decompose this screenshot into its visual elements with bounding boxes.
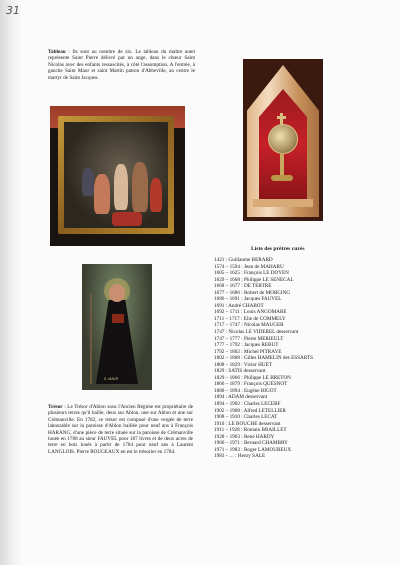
- tableau-paragraph: [48, 49, 195, 81]
- priest-list-item: 1717 – 1747 : Nicolas MAUGER: [214, 322, 284, 329]
- priest-list-item: 1677 – 1686 : Robert de MORCING: [214, 289, 291, 296]
- figure-red-cloak: [150, 178, 162, 212]
- priest-list-item: 1808 – 1829 : Victor HUET: [214, 361, 272, 368]
- priest-list-item: 1629 – 1668 : Philippe LE SENECAL: [214, 276, 294, 283]
- priest-list-item: 1802 – 1808 : Gilles HAMELIN des ESSARTS: [214, 355, 313, 362]
- priest-list-item: 1894 – 1902 : Charles LECERF: [214, 401, 281, 408]
- binding-edge-shadow: [0, 0, 22, 565]
- saint-maur-painting: [82, 264, 152, 390]
- tresor-text: : Le Trésor d'Ablon sous l'Ancien Régime est propriétaire de plusieurs terres qu'il baille, deux sur Ablon, une sur Ablon et une sur Crémanville. En 1782, ce trésor est composé d'une vergée de terre labourable sur la paroisse d'Ablon baillée pour neuf ans à François HARANG, d'une pièce de terre située sur la paroisse de Crémanville louée en 1788 au sieur FAUVEL pour 187 livres et de deux acres de terre en bois loués à partir de 1784 pour neuf ans à Laurent LANGLOIS. Pierre ROUGEAUX en est le trésorier en 1784.: [48, 404, 193, 455]
- figure-soldier: [82, 168, 94, 196]
- priest-list-item: 1829 – 1866 : Philippe LE BRETON: [214, 374, 291, 381]
- priest-list-item: 1880 – 1894 : Eugène BIGOT: [214, 387, 277, 394]
- priest-list-item: 1902 – 1908 : Alfred LETELLIER: [214, 407, 286, 414]
- figure-executioner: [94, 174, 110, 214]
- cross-bar: [277, 116, 286, 119]
- priest-list-item: 1686 – 1691 : Jacques FAUVEL: [214, 296, 282, 303]
- priest-list-item: 1605 – 1625 : François LE DOYEN: [214, 270, 289, 277]
- priest-list-title: Liste des prêtres curés: [251, 246, 305, 252]
- figure-man: [132, 162, 148, 212]
- reliquary-base: [271, 175, 293, 181]
- priest-list-item: 1911 – 1928 : Romain BRAILLET: [214, 427, 287, 434]
- staff: [90, 294, 92, 384]
- priest-list-item: 1971 – 1983 : Roger LAMOUREUX: [214, 446, 292, 453]
- reliquary-photo: [243, 59, 323, 221]
- page-number: 31: [6, 4, 20, 17]
- priest-list-item: 1692 – 1711 : Louis ANGOMARE: [214, 309, 287, 316]
- painting-caption: S. MAVR: [104, 377, 119, 381]
- priest-list-item: 1691 : André CHABOT: [214, 302, 264, 309]
- priest-list-item: 1908 – 1910 : Charles LECAT: [214, 414, 278, 421]
- painting-martyr-photo: [50, 106, 185, 246]
- figure-kneeling: [112, 212, 142, 226]
- priest-list-item: 1668 – 1677 : DE TERTRE: [214, 283, 272, 290]
- reliquary-orb: [268, 124, 298, 154]
- saint-head: [109, 284, 125, 302]
- priest-list-item: 1866 – 1879 : François QUESNOT: [214, 381, 288, 388]
- figure-saint: [114, 164, 128, 210]
- priest-list-item: 1574 – 1594 : Jean de MAHARU: [214, 263, 284, 270]
- tresor-paragraph: [48, 404, 193, 455]
- priest-list-item: 1421 : Guillaume BERARD: [214, 257, 273, 263]
- priest-list-item: 1894 : ADAM desservant: [214, 394, 268, 401]
- priest-list-item: 1966 – 1971 : Bernard CHAMBRY: [214, 440, 288, 447]
- priest-list-item: 1711 – 1717 : Elie de COMMELY: [214, 315, 286, 322]
- priest-list-item: 1747 – 1777 : Pierre MERIEULT: [214, 335, 284, 342]
- priest-list: [214, 257, 313, 460]
- painting-canvas: [64, 122, 168, 228]
- tableau-text: : Ils sont au nombre de six. Le tableau du maître autel représente Saint Pierre délivré par un ange, dans le chœur Saint Nicolas avec des enfants ressuscités, à côté l'assomption. A l'entrée, à gauche Saint Maur et saint Martin patron d'Abbeville, au centre le martyr de Saint Jacques.: [48, 49, 195, 81]
- priest-list-item: 1928 – 1963 : René HARDY: [214, 433, 275, 440]
- priest-list-item: 1747 : Nicolas LE VIDEREL desservant: [214, 329, 299, 336]
- priest-list-item: 1829 : SATIS desservant: [214, 368, 266, 375]
- priest-list-item: 1777 – 1792 : Jacques REBUT: [214, 342, 279, 349]
- red-book: [112, 314, 124, 323]
- tresor-label: Trésor: [48, 404, 63, 410]
- priest-list-item: 1983 - … : Henry SALE: [214, 453, 266, 460]
- priest-list-item: 1910 : LE BOUCHE desservant: [214, 420, 281, 427]
- reliquary-stem: [280, 153, 284, 177]
- tableau-label: Tableau: [48, 49, 66, 55]
- priest-list-item: 1792 – 1802 : Michel PITRAYE: [214, 348, 282, 355]
- cabinet-sill: [253, 199, 313, 207]
